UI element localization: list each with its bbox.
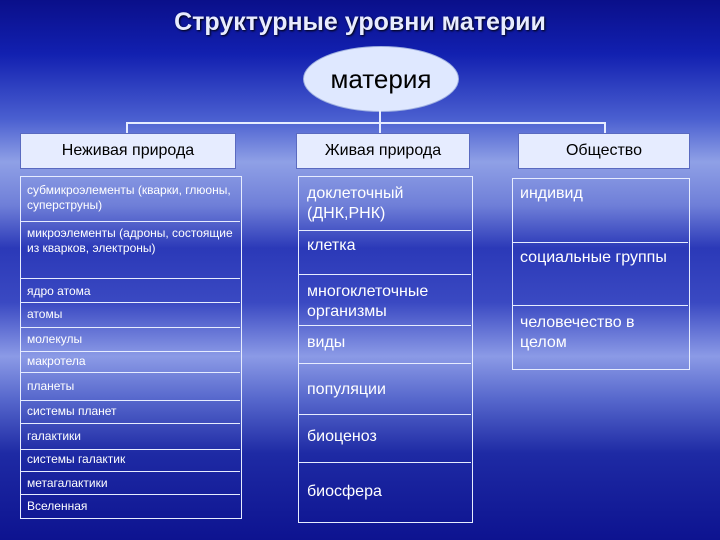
nonliving-item: макротела bbox=[27, 354, 86, 368]
nonliving-item: ядро атома bbox=[27, 284, 91, 298]
connector-to-nonliving bbox=[126, 122, 128, 133]
living-item: многоклеточные организмы bbox=[307, 283, 429, 320]
divider bbox=[20, 351, 240, 352]
header-society: Общество bbox=[518, 133, 690, 169]
living-item: доклеточный (ДНК,РНК) bbox=[307, 185, 404, 222]
divider bbox=[20, 471, 240, 472]
connector-to-society bbox=[604, 122, 606, 133]
divider bbox=[20, 327, 240, 328]
divider bbox=[298, 230, 471, 231]
nonliving-item: системы галактик bbox=[27, 452, 126, 466]
nonliving-item: метагалактики bbox=[27, 476, 108, 490]
nonliving-item: планеты bbox=[27, 379, 75, 393]
divider bbox=[20, 449, 240, 450]
divider bbox=[298, 414, 471, 415]
connector-horizontal bbox=[126, 122, 606, 124]
divider bbox=[512, 242, 688, 243]
divider bbox=[20, 302, 240, 303]
nonliving-item: системы планет bbox=[27, 404, 117, 418]
header-living: Живая природа bbox=[296, 133, 470, 169]
living-item: биоценоз bbox=[307, 428, 377, 445]
divider bbox=[298, 274, 471, 275]
nonliving-item: микроэлементы (адроны, состоящие из кварков, электроны) bbox=[27, 226, 233, 255]
slide-title: Структурные уровни материи bbox=[174, 8, 546, 36]
society-item: человечество в целом bbox=[520, 314, 635, 351]
nonliving-item: молекулы bbox=[27, 332, 83, 346]
divider bbox=[298, 325, 471, 326]
divider bbox=[298, 462, 471, 463]
nonliving-item: Вселенная bbox=[27, 499, 88, 513]
living-item: популяции bbox=[307, 381, 386, 398]
connector-to-living bbox=[379, 122, 381, 133]
nonliving-item: субмикроэлементы (кварки, глюоны, суперструны) bbox=[27, 183, 231, 212]
divider bbox=[20, 278, 240, 279]
living-item: виды bbox=[307, 334, 346, 351]
divider bbox=[298, 363, 471, 364]
divider bbox=[20, 372, 240, 373]
nonliving-item: атомы bbox=[27, 307, 63, 321]
root-node-matter: материя bbox=[303, 46, 459, 112]
living-item: биосфера bbox=[307, 483, 382, 500]
divider bbox=[20, 423, 240, 424]
divider bbox=[20, 494, 240, 495]
nonliving-item: галактики bbox=[27, 429, 81, 443]
header-nonliving: Неживая природа bbox=[20, 133, 236, 169]
society-item: социальные группы bbox=[520, 249, 667, 266]
living-item: клетка bbox=[307, 237, 356, 254]
divider bbox=[512, 305, 688, 306]
divider bbox=[20, 400, 240, 401]
divider bbox=[20, 221, 240, 222]
society-item: индивид bbox=[520, 185, 583, 202]
